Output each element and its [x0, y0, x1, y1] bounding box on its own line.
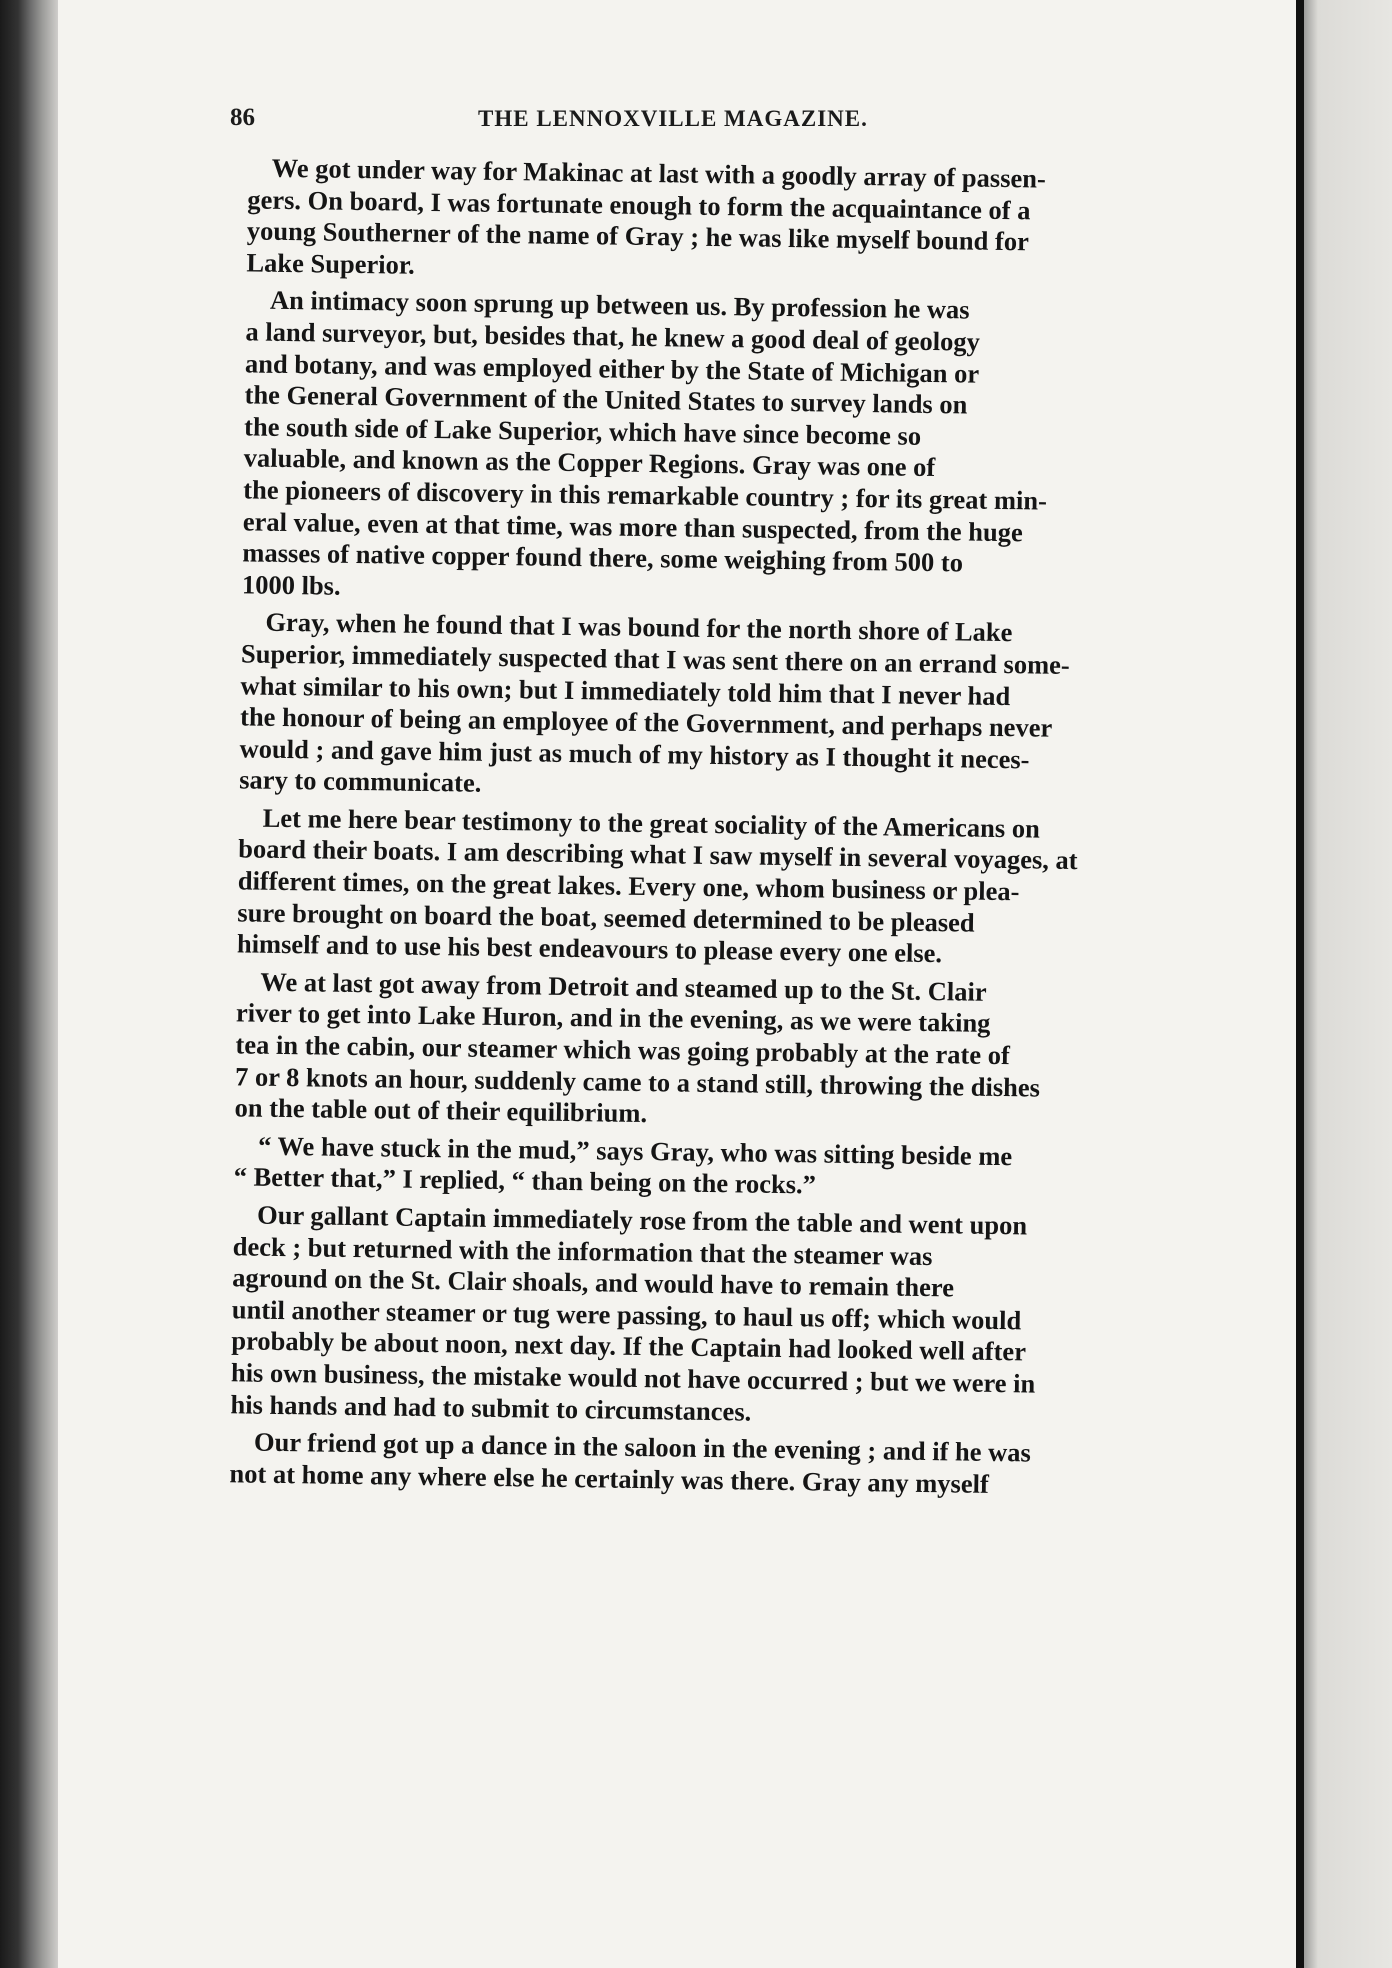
text-line: “ We have stuck in the mud,” says Gray, who was sitting beside me: [257, 1130, 1013, 1171]
paragraph: [200, 1199, 1115, 1433]
text-line: different times, on the great lakes. Every one, whom business or plea-: [237, 865, 1020, 907]
text-line: his own business, the mistake would not have occurred ; but we were in: [230, 1357, 1036, 1399]
text-line: and botany, and was employed either by the State of Michigan or: [244, 347, 980, 389]
paragraph: [212, 284, 1128, 613]
text-line: what similar to his own; but I immediately told him that I never had: [240, 669, 1011, 711]
text-line: Our gallant Captain immediately rose from the table and went upon: [256, 1199, 1028, 1241]
text-line: board their boats. I am describing what I saw myself in several voyages, at: [238, 833, 1078, 876]
text-line: valuable, and known as the Copper Regions. Gray was one of: [243, 442, 936, 483]
text-line: young Southerner of the name of Gray ; he was like myself bound for: [246, 215, 1030, 257]
text-line: Our friend got up a dance in the saloon in the evening ; and if he was: [253, 1426, 1032, 1468]
text-line: a land surveyor, but, besides that, he knew a good deal of geology: [245, 316, 981, 357]
paragraph: [199, 1426, 1112, 1502]
text-line: the south side of Lake Superior, which have since become so: [243, 411, 922, 451]
text-line: We at last got away from Detroit and steamed up to the St. Clair: [260, 966, 987, 1007]
book-binding-edge: [0, 0, 58, 1968]
paragraph: [204, 966, 1118, 1137]
text-line: masses of native copper found there, some weighing from 500 to: [242, 537, 964, 578]
text-line: until another steamer or tug were passing, to haul us off; which would: [231, 1294, 1022, 1336]
text-line: 1000 lbs.: [241, 569, 341, 601]
text-line: We got under way for Makinac at last with a goodly array of passen-: [271, 152, 1047, 194]
text-line: tea in the cabin, our steamer which was going probably at the rate of: [235, 1029, 1011, 1071]
body-text: [199, 152, 1130, 1508]
text-line: the honour of being an employee of the Government, and perhaps never: [239, 701, 1053, 743]
text-line: river to get into Lake Huron, and in the evening, as we were taking: [235, 997, 991, 1039]
adjacent-page-edge: [1304, 0, 1392, 1968]
text-line: 7 or 8 knots an hour, suddenly came to a stand still, throwing the dishes: [234, 1060, 1041, 1103]
text-line: eral value, even at that time, was more than suspected, from the huge: [242, 505, 1023, 547]
text-line: probably be about noon, next day. If the Captain had looked well after: [231, 1325, 1027, 1367]
text-line: the pioneers of discovery in this remarkable country ; for its great min-: [243, 474, 1048, 516]
text-line: his hands and had to submit to circumstances.: [230, 1388, 752, 1427]
text-line: Lake Superior.: [246, 247, 416, 280]
paragraph: [216, 152, 1130, 291]
text-line: sary to communicate.: [239, 764, 482, 799]
text-line: An intimacy soon sprung up between us. By profession he was: [269, 285, 970, 325]
text-line: Gray, when he found that I was bound for the north shore of Lake: [265, 607, 1013, 648]
paragraph: [203, 1130, 1116, 1206]
text-line: the General Government of the United States to survey lands on: [244, 379, 968, 420]
text-line: Let me here bear testimony to the great sociality of the Americans on: [262, 802, 1041, 844]
running-title: THE LENNOXVILLE MAGAZINE.: [478, 106, 868, 131]
paragraph: [209, 606, 1124, 808]
text-line: on the table out of their equilibrium.: [234, 1092, 648, 1129]
page-number: 86: [230, 104, 255, 131]
text-line: aground on the St. Clair shoals, and would have to remain there: [232, 1262, 955, 1303]
paragraph: [207, 802, 1121, 973]
page-header: [230, 104, 1130, 144]
text-line: “ Better that,” I replied, “ than being on the rocks.”: [233, 1161, 817, 1200]
text-line: deck ; but returned with the information that the steamer was: [232, 1230, 933, 1271]
text-line: would ; and gave him just as much of my history as I thought it neces-: [239, 733, 1030, 775]
page-gutter: [1296, 0, 1304, 1968]
text-line: Superior, immediately suspected that I was sent there on an errand some-: [240, 638, 1070, 680]
text-line: sure brought on board the boat, seemed determined to be pleased: [237, 897, 975, 938]
text-line: gers. On board, I was fortunate enough to form the acquaintance of a: [247, 184, 1031, 225]
text-line: himself and to use his best endeavours to please every one else.: [236, 928, 943, 969]
text-line: not at home any where else he certainly was there. Gray any myself: [229, 1458, 990, 1499]
